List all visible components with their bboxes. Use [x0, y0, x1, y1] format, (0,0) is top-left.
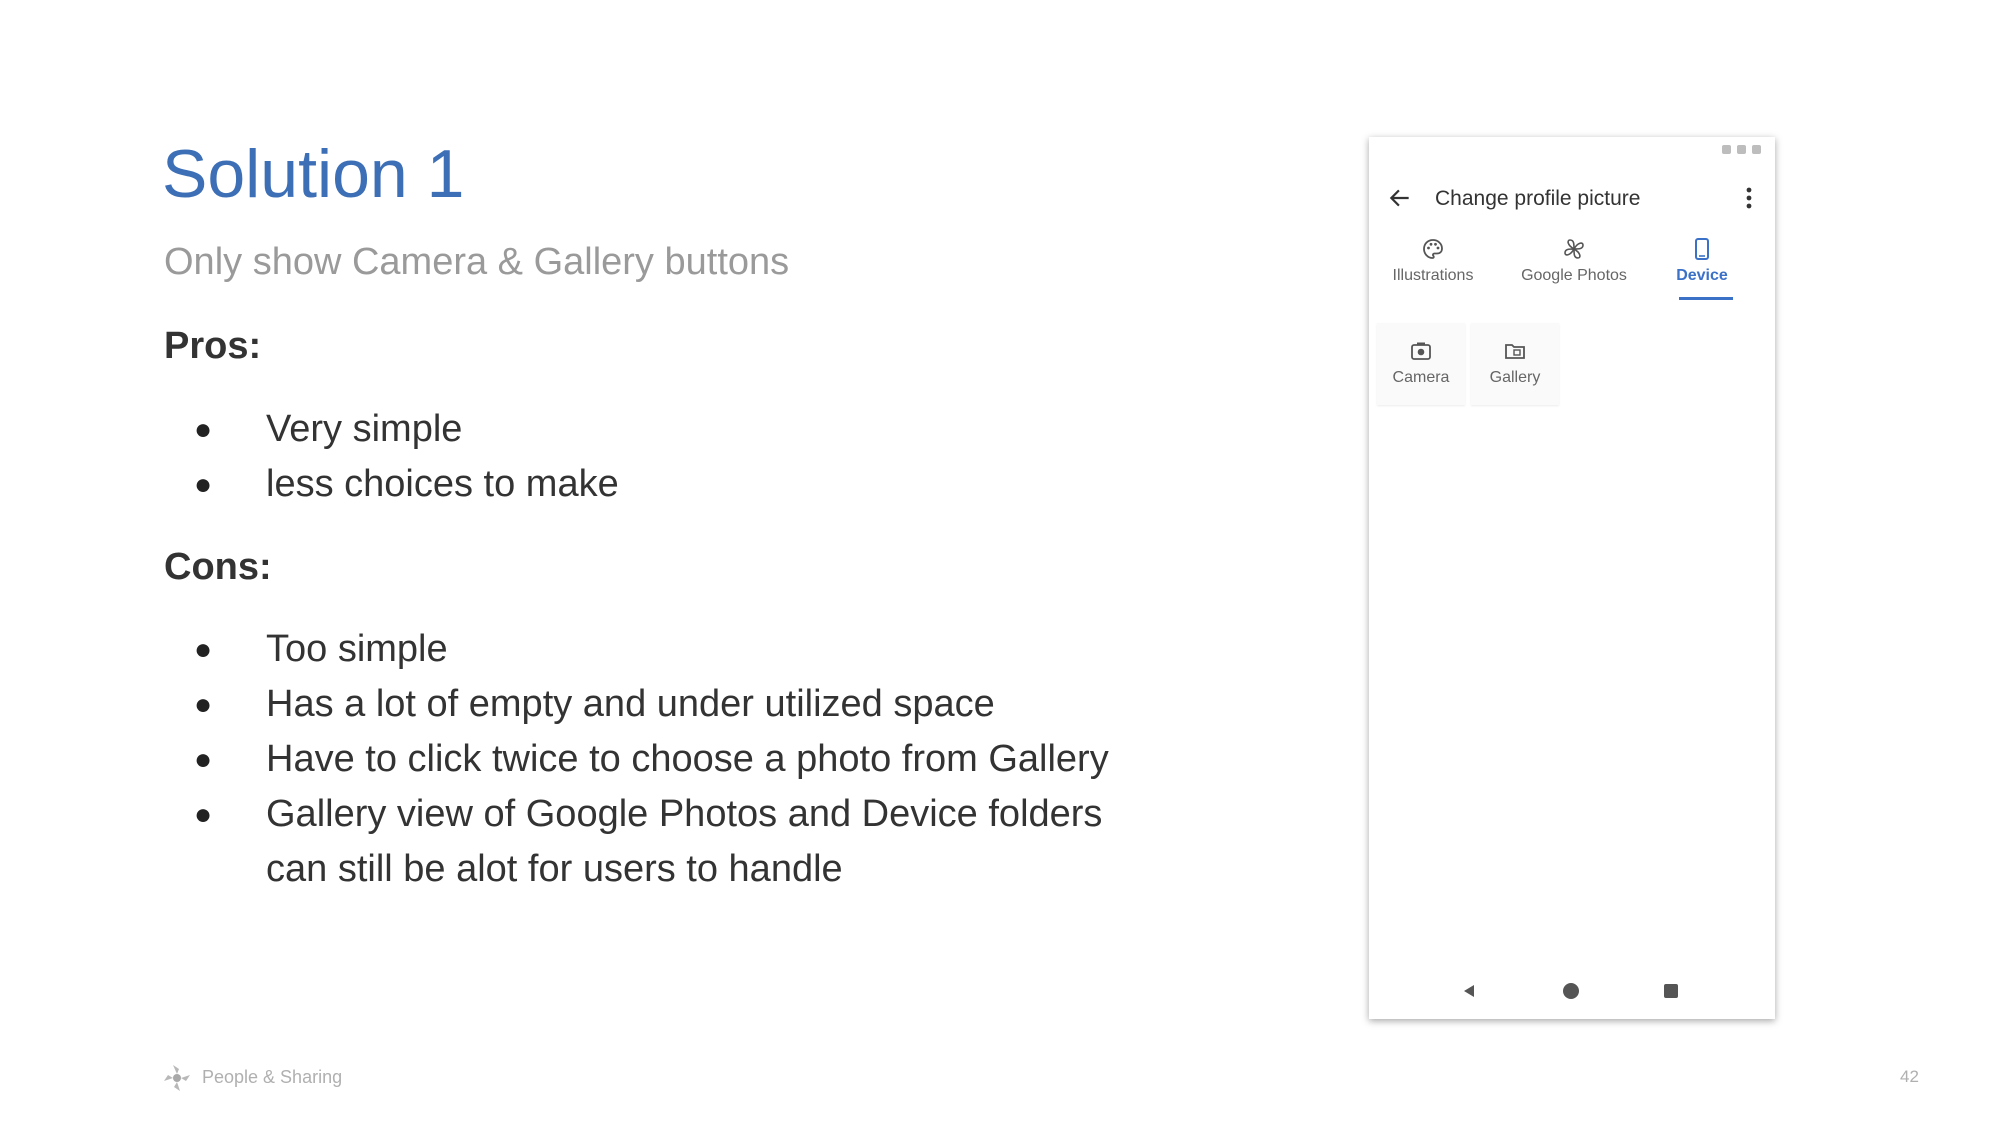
- list-item: [194, 787, 1166, 897]
- nav-back-icon[interactable]: [1461, 983, 1477, 999]
- tile-label: Gallery: [1489, 369, 1541, 386]
- phone-mockup: [1369, 137, 1775, 1019]
- tab-illustrations[interactable]: [1383, 237, 1483, 301]
- status-bar: [1722, 145, 1761, 154]
- tab-selected-indicator: [1679, 297, 1733, 300]
- palette-icon: [1421, 237, 1445, 261]
- battery-icon: [1752, 145, 1761, 154]
- bullet-icon: ●: [194, 468, 213, 501]
- list-item: [194, 457, 619, 512]
- more-options-icon[interactable]: [1745, 185, 1753, 211]
- bullet-icon: ●: [194, 633, 213, 666]
- wifi-icon: [1737, 145, 1746, 154]
- tab-label: Google Photos: [1521, 267, 1627, 284]
- con-text: Has a lot of empty and under utilized space: [266, 683, 995, 725]
- tab-label: Device: [1676, 267, 1728, 284]
- list-item: [194, 402, 619, 457]
- back-arrow-icon[interactable]: [1387, 185, 1413, 211]
- tab-device[interactable]: [1670, 237, 1734, 301]
- pro-text: less choices to make: [266, 463, 619, 505]
- bullet-icon: ●: [194, 743, 213, 776]
- cons-heading: Cons:: [164, 546, 272, 588]
- page-number: 42: [1900, 1067, 1919, 1086]
- signal-icon: [1722, 145, 1731, 154]
- tile-label: Camera: [1392, 369, 1450, 386]
- con-text: Gallery view of Google Photos and Device folders can still be alot for users to handle: [266, 793, 1103, 890]
- slide-subtitle: Only show Camera & Gallery buttons: [164, 241, 790, 283]
- people-sharing-logo-icon: [162, 1063, 192, 1093]
- app-bar: [1369, 173, 1775, 223]
- tab-bar: [1369, 237, 1775, 301]
- tab-label: Illustrations: [1392, 267, 1474, 284]
- bullet-icon: ●: [194, 413, 213, 446]
- nav-home-icon[interactable]: [1563, 983, 1579, 999]
- pinwheel-icon: [1562, 237, 1586, 261]
- gallery-button[interactable]: [1471, 323, 1559, 405]
- folder-icon: [1504, 341, 1526, 361]
- camera-button[interactable]: [1377, 323, 1465, 405]
- camera-icon: [1410, 341, 1432, 361]
- pros-list: [194, 402, 619, 512]
- con-text: Too simple: [266, 628, 448, 670]
- footer-text: People & Sharing: [202, 1067, 343, 1087]
- slide-title: Solution 1: [162, 136, 465, 212]
- nav-recents-icon[interactable]: [1664, 984, 1678, 998]
- tab-google-photos[interactable]: [1509, 237, 1639, 301]
- bullet-icon: ●: [194, 688, 213, 721]
- con-text: Have to click twice to choose a photo from Gallery: [266, 738, 1109, 780]
- cons-list: [194, 622, 1166, 897]
- list-item: [194, 622, 1166, 677]
- bullet-icon: ●: [194, 798, 213, 831]
- list-item: [194, 677, 1166, 732]
- phone-icon: [1690, 237, 1714, 261]
- system-nav-bar: [1369, 979, 1775, 1003]
- pros-heading: Pros:: [164, 325, 262, 367]
- list-item: [194, 732, 1166, 787]
- screen-title: Change profile picture: [1435, 187, 1641, 210]
- pro-text: Very simple: [266, 408, 463, 450]
